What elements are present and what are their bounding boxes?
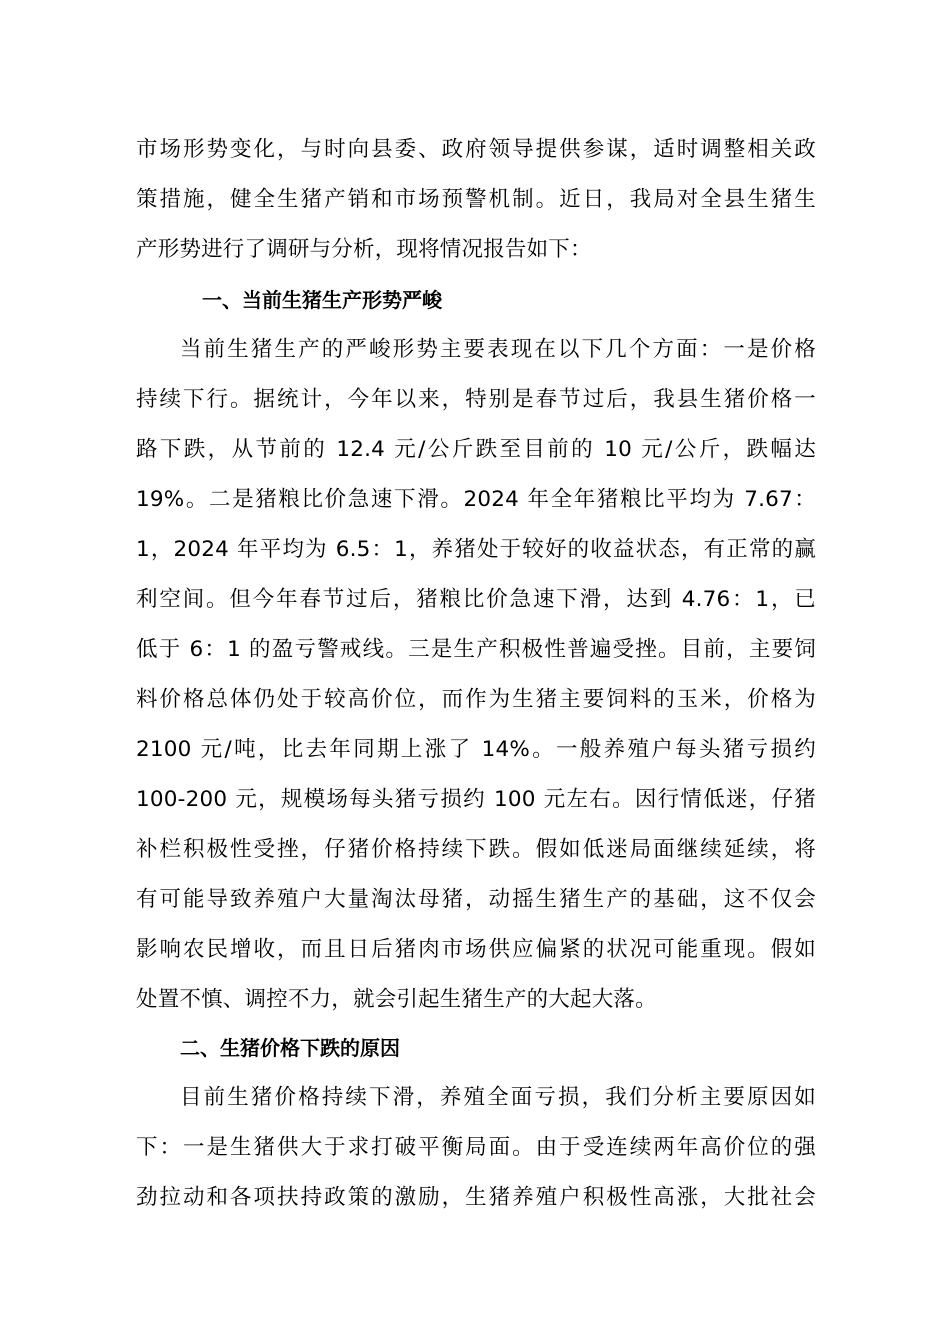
- paragraph-line: 有可能导致养殖户大量淘汰母猪，动摇生猪生产的基础，这不仅会: [136, 887, 816, 912]
- paragraph-line: 料价格总体仍处于较高价位，而作为生猪主要饲料的玉米，价格为: [136, 687, 816, 712]
- paragraph-line: 利空间。但今年春节过后，猪粮比价急速下滑，达到 4.76：1，已: [136, 587, 816, 612]
- paragraph-line: 策措施，健全生猪产销和市场预警机制。近日，我局对全县生猪生: [136, 187, 816, 212]
- paragraph-line: 19%。二是猪粮比价急速下滑。2024 年全年猪粮比平均为 7.67：: [136, 487, 816, 512]
- paragraph-line: 100-200 元，规模场每头猪亏损约 100 元左右。因行情低迷，仔猪: [136, 787, 816, 812]
- paragraph-line: 产形势进行了调研与分析，现将情况报告如下：: [136, 237, 592, 262]
- section-heading-2: 二、生猪价格下跌的原因: [180, 1036, 400, 1060]
- paragraph-line: 市场形势变化，与时向县委、政府领导提供参谋，适时调整相关政: [136, 137, 816, 162]
- paragraph-line: 2100 元/吨，比去年同期上涨了 14%。一般养殖户每头猪亏损约: [136, 737, 816, 762]
- paragraph-line: 影响农民增收，而且日后猪肉市场供应偏紧的状况可能重现。假如: [136, 937, 816, 962]
- paragraph-line: 当前生猪生产的严峻形势主要表现在以下几个方面：一是价格: [180, 337, 816, 362]
- paragraph-line: 处置不慎、调控不力，就会引起生猪生产的大起大落。: [136, 987, 657, 1012]
- section-heading-1: 一、当前生猪生产形势严峻: [202, 288, 442, 312]
- paragraph-line: 劲拉动和各项扶持政策的激励，生猪养殖户积极性高涨，大批社会: [136, 1185, 816, 1210]
- paragraph-line: 路下跌，从节前的 12.4 元/公斤跌至目前的 10 元/公斤，跌幅达: [136, 437, 816, 462]
- paragraph-line: 1，2024 年平均为 6.5：1，养猪处于较好的收益状态，有正常的赢: [136, 537, 816, 562]
- paragraph-line: 下：一是生猪供大于求打破平衡局面。由于受连续两年高价位的强: [136, 1135, 816, 1160]
- paragraph-line: 持续下行。据统计，今年以来，特别是春节过后，我县生猪价格一: [136, 387, 816, 412]
- paragraph-line: 目前生猪价格持续下滑，养殖全面亏损，我们分析主要原因如: [180, 1085, 816, 1110]
- paragraph-line: 低于 6：1 的盈亏警戒线。三是生产积极性普遍受挫。目前，主要饲: [136, 637, 816, 662]
- paragraph-line: 补栏积极性受挫，仔猪价格持续下跌。假如低迷局面继续延续，将: [136, 837, 816, 862]
